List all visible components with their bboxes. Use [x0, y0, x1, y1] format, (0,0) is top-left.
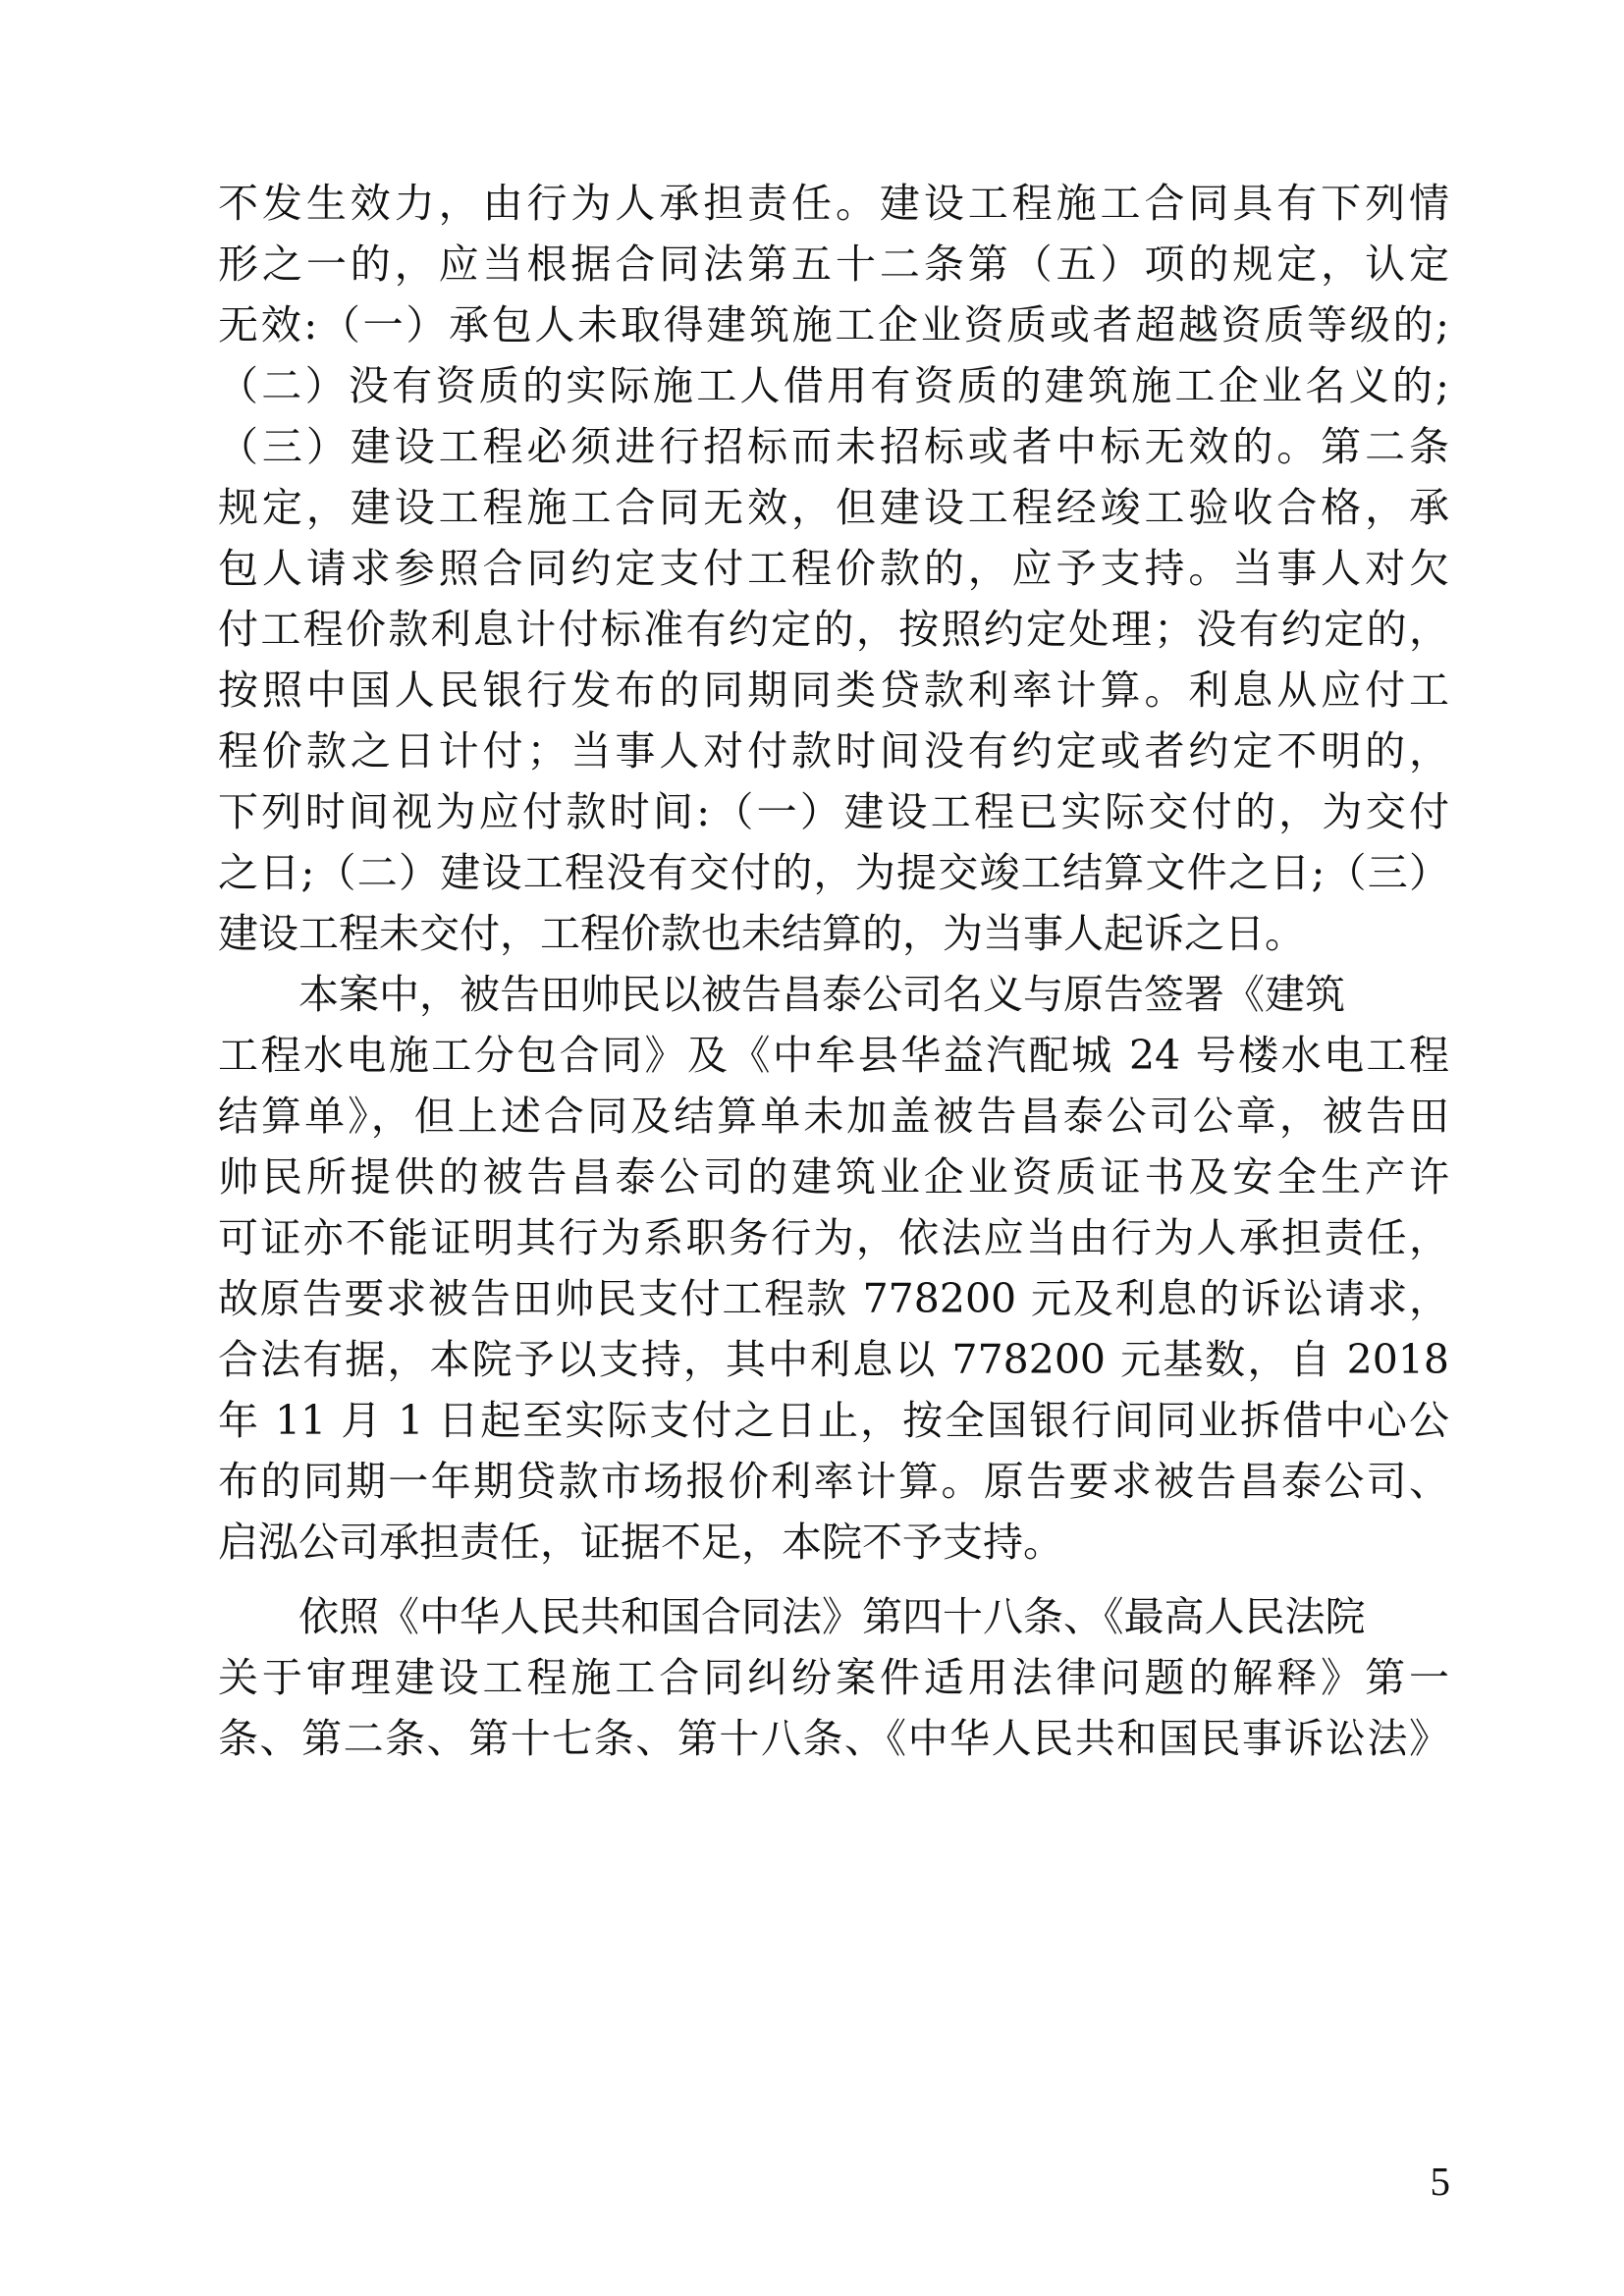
text-line: 可证亦不能证明其行为系职务行为，依法应当由行为人承担责任， [218, 1214, 1449, 1261]
text-line: 故原告要求被告田帅民支付工程款 778200 元及利息的诉讼请求， [218, 1275, 1449, 1322]
page-number: 5 [1430, 2159, 1450, 2204]
text-line: 形之一的，应当根据合同法第五十二条第（五）项的规定，认定 [218, 240, 1449, 288]
paragraph-first-line: 依照《中华人民共和国合同法》第四十八条、《最高人民法院 [298, 1593, 1366, 1640]
text-line: 建设工程未交付，工程价款也未结算的，为当事人起诉之日。 [218, 910, 1305, 957]
text-line: 之日;（二）建设工程没有交付的，为提交竣工结算文件之日;（三） [218, 849, 1449, 896]
text-line: 下列时间视为应付款时间:（一）建设工程已实际交付的，为交付 [218, 788, 1449, 835]
paragraph-first-line: 本案中，被告田帅民以被告昌泰公司名义与原告签署《建筑 [298, 971, 1345, 1018]
text-line: 包人请求参照合同约定支付工程价款的，应予支持。当事人对欠 [218, 545, 1449, 592]
text-line: 合法有据，本院予以支持，其中利息以 778200 元基数，自 2018 [218, 1336, 1449, 1383]
text-line: 付工程价款利息计付标准有约定的，按照约定处理；没有约定的， [218, 606, 1449, 653]
text-line: 规定，建设工程施工合同无效，但建设工程经竣工验收合格，承 [218, 484, 1449, 531]
text-line: 按照中国人民银行发布的同期同类贷款利率计算。利息从应付工 [218, 667, 1449, 714]
text-line: 工程水电施工分包合同》及《中牟县华益汽配城 24 号楼水电工程 [218, 1032, 1449, 1079]
text-line: 布的同期一年期贷款市场报价利率计算。原告要求被告昌泰公司、 [218, 1458, 1449, 1505]
text-line: 无效:（一）承包人未取得建筑施工企业资质或者超越资质等级的; [218, 301, 1449, 348]
text-line: 帅民所提供的被告昌泰公司的建筑业企业资质证书及安全生产许 [218, 1153, 1449, 1201]
text-line: 关于审理建设工程施工合同纠纷案件适用法律问题的解释》第一 [218, 1654, 1449, 1701]
text-line: 程价款之日计付；当事人对付款时间没有约定或者约定不明的， [218, 727, 1449, 774]
text-line: 条、第二条、第十七条、第十八条、《中华人民共和国民事诉讼法》 [218, 1715, 1449, 1762]
text-line: （三）建设工程必须进行招标而未招标或者中标无效的。第二条 [218, 423, 1449, 470]
text-line: 启泓公司承担责任，证据不足，本院不予支持。 [218, 1519, 1063, 1566]
text-line: 年 11 月 1 日起至实际支付之日止，按全国银行间同业拆借中心公 [218, 1397, 1449, 1444]
text-line: 结算单》，但上述合同及结算单未加盖被告昌泰公司公章，被告田 [218, 1093, 1449, 1140]
text-line: 不发生效力，由行为人承担责任。建设工程施工合同具有下列情 [218, 180, 1449, 227]
text-line: （二）没有资质的实际施工人借用有资质的建筑施工企业名义的; [218, 362, 1449, 409]
